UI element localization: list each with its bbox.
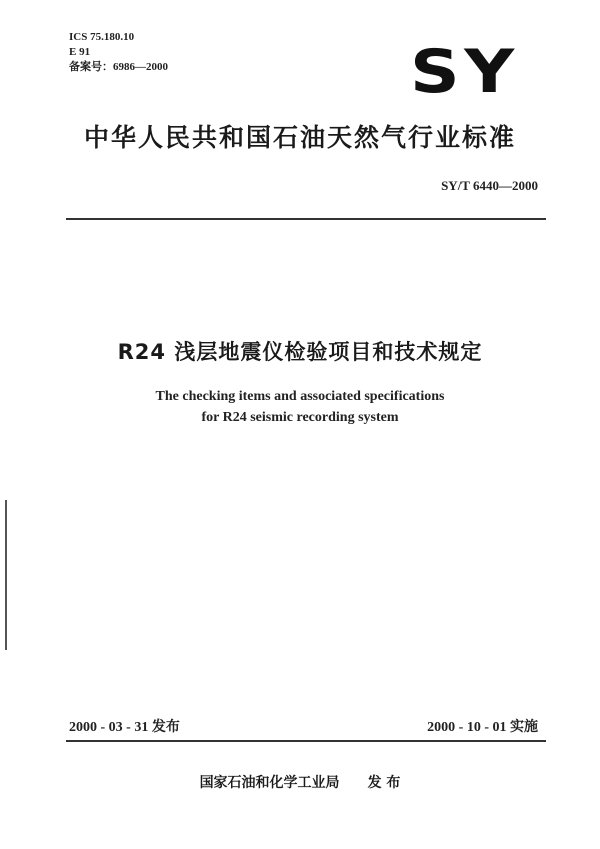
title-en-line-1: The checking items and associated specifications [155,389,445,404]
header-divider [66,218,546,220]
ics-code: ICS 75.180.10 [69,31,135,43]
issue-date: 2000 - 03 - 31 发布 [69,720,180,735]
title-en-line-2: for R24 seismic recording system [201,410,399,425]
standard-number: SY/T 6440—2000 [441,178,538,193]
implementation-date: 2000 - 10 - 01 实施 [427,720,538,735]
filing-number: 备案号：6986—2000 [69,61,168,73]
document-meta [69,30,168,75]
publisher-action: 发 布 [367,775,401,791]
scan-margin-mark [5,500,7,650]
sy-logo: SY [410,37,519,107]
publisher-name: 国家石油和化学工业局 [199,775,340,791]
publisher-line [0,772,600,792]
document-title-cn: R24 浅层地震仪检验项目和技术规定 [117,340,483,364]
footer-divider [66,740,546,742]
document-title-en [0,386,600,428]
standard-title: 中华人民共和国石油天然气行业标准 [83,123,516,152]
classification-code: E 91 [69,46,91,58]
